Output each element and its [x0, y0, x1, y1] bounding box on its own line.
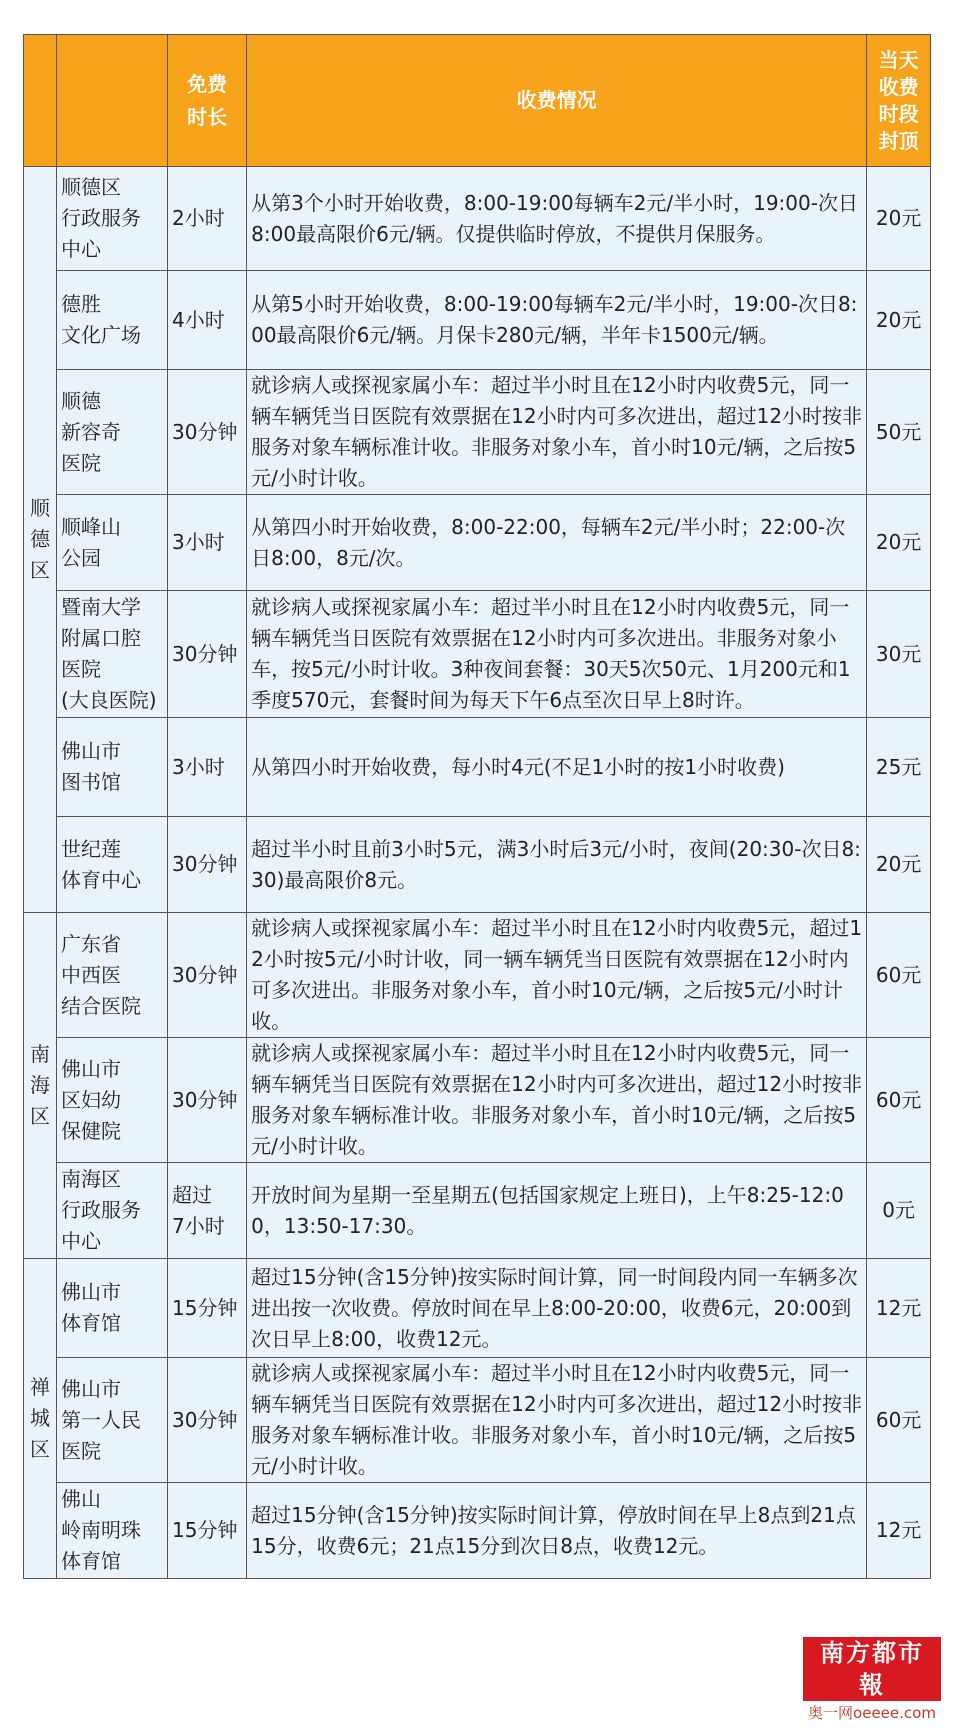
daily-cap-cell: 60元 — [867, 1358, 931, 1483]
location-cell: 顺德区 行政服务 中心 — [56, 167, 167, 271]
daily-cap-cell: 50元 — [867, 370, 931, 495]
charge-details-cell: 从第5小时开始收费，8:00-19:00每辆车2元/半小时，19:00-次日8:00最高限价6元/辆。月保卡280元/辆，半年卡1500元/辆。 — [247, 271, 867, 370]
table-row — [24, 591, 931, 718]
daily-cap-cell: 12元 — [867, 1259, 931, 1358]
daily-cap-cell: 12元 — [867, 1483, 931, 1579]
location-cell: 德胜 文化广场 — [56, 271, 167, 370]
charge-details-cell: 超过15分钟(含15分钟)按实际时间计算，停放时间在早上8点到21点15分，收费6元；21点15分到次日8点，收费12元。 — [247, 1483, 867, 1579]
table-row — [24, 817, 931, 913]
table-row — [24, 1358, 931, 1483]
free-duration-cell: 30分钟 — [168, 913, 247, 1038]
free-duration-cell: 30分钟 — [168, 370, 247, 495]
free-duration-cell: 4小时 — [168, 271, 247, 370]
location-cell: 广东省 中西医 结合医院 — [56, 913, 167, 1038]
charge-details-cell: 从第四小时开始收费，每小时4元(不足1小时的按1小时收费) — [247, 718, 867, 817]
table-row — [24, 1259, 931, 1358]
charge-details-cell: 从第3个小时开始收费，8:00-19:00每辆车2元/半小时，19:00-次日8:00最高限价6元/辆。仅提供临时停放，不提供月保服务。 — [247, 167, 867, 271]
district-cell: 禅 城 区 — [24, 1259, 57, 1579]
free-duration-cell: 3小时 — [168, 495, 247, 591]
charge-details-cell: 开放时间为星期一至星期五(包括国家规定上班日)，上午8:25-12:00，13:50-17:30。 — [247, 1163, 867, 1259]
free-duration-cell: 2小时 — [168, 167, 247, 271]
free-duration-cell: 15分钟 — [168, 1259, 247, 1358]
location-cell: 佛山市 区妇幼 保健院 — [56, 1038, 167, 1163]
daily-cap-cell: 0元 — [867, 1163, 931, 1259]
table-row — [24, 495, 931, 591]
district-cell: 南 海 区 — [24, 913, 57, 1259]
table-row — [24, 370, 931, 495]
table-row — [24, 913, 931, 1038]
charge-details-cell: 就诊病人或探视家属小车：超过半小时且在12小时内收费5元，超过12小时按5元/小时计收，同一辆车辆凭当日医院有效票据在12小时内可多次进出。非服务对象小车，首小时10元/辆，之后按5元/小时计收。 — [247, 913, 867, 1038]
location-cell: 顺峰山 公园 — [56, 495, 167, 591]
table-row — [24, 167, 931, 271]
table-header-row — [24, 35, 931, 167]
table-row — [24, 271, 931, 370]
daily-cap-cell: 20元 — [867, 167, 931, 271]
free-duration-cell: 30分钟 — [168, 1038, 247, 1163]
location-cell: 佛山 岭南明珠 体育馆 — [56, 1483, 167, 1579]
table-row — [24, 718, 931, 817]
charge-details-cell: 超过15分钟(含15分钟)按实际时间计算，同一时间段内同一车辆多次进出按一次收费。停放时间在早上8:00-20:00，收费6元，20:00到次日早上8:00，收费12元。 — [247, 1259, 867, 1358]
free-duration-cell: 30分钟 — [168, 817, 247, 913]
district-cell: 顺 德 区 — [24, 167, 57, 913]
header-location — [56, 35, 167, 167]
free-duration-cell: 30分钟 — [168, 591, 247, 718]
daily-cap-cell: 20元 — [867, 817, 931, 913]
location-cell: 佛山市 体育馆 — [56, 1259, 167, 1358]
newspaper-logo: 南方都市報 — [803, 1637, 941, 1701]
charge-details-cell: 就诊病人或探视家属小车：超过半小时且在12小时内收费5元，同一辆车辆凭当日医院有效票据在12小时内可多次进出。非服务对象小车，按5元/小时计收。3种夜间套餐：30天5次50元、1月200元和1季度570元，套餐时间为每天下午6点至次日早上8时许。 — [247, 591, 867, 718]
header-free-duration: 免费 时长 — [168, 35, 247, 167]
free-duration-cell: 15分钟 — [168, 1483, 247, 1579]
daily-cap-cell: 20元 — [867, 495, 931, 591]
charge-details-cell: 就诊病人或探视家属小车：超过半小时且在12小时内收费5元，同一辆车辆凭当日医院有效票据在12小时内可多次进出，超过12小时按非服务对象车辆标准计收。非服务对象小车，首小时10元/辆，之后按5元/小时计收。 — [247, 370, 867, 495]
daily-cap-cell: 20元 — [867, 271, 931, 370]
daily-cap-cell: 60元 — [867, 1038, 931, 1163]
table-row — [24, 1483, 931, 1579]
location-cell: 佛山市 第一人民 医院 — [56, 1358, 167, 1483]
charge-details-cell: 就诊病人或探视家属小车：超过半小时且在12小时内收费5元，同一辆车辆凭当日医院有效票据在12小时内可多次进出，超过12小时按非服务对象车辆标准计收。非服务对象小车，首小时10元/辆，之后按5元/小时计收。 — [247, 1358, 867, 1483]
site-name: 奥一网oeeee.com — [808, 1704, 936, 1722]
location-cell: 佛山市 图书馆 — [56, 718, 167, 817]
table-row — [24, 1038, 931, 1163]
free-duration-cell: 3小时 — [168, 718, 247, 817]
watermark — [803, 1637, 941, 1723]
table-row — [24, 1163, 931, 1259]
charge-details-cell: 超过半小时且前3小时5元，满3小时后3元/小时，夜间(20:30-次日8:30)最高限价8元。 — [247, 817, 867, 913]
location-cell: 世纪莲 体育中心 — [56, 817, 167, 913]
location-cell: 顺德 新容奇 医院 — [56, 370, 167, 495]
daily-cap-cell: 30元 — [867, 591, 931, 718]
free-duration-cell: 30分钟 — [168, 1358, 247, 1483]
header-daily-cap: 当天 收费 时段 封顶 — [867, 35, 931, 167]
location-cell: 南海区 行政服务 中心 — [56, 1163, 167, 1259]
daily-cap-cell: 25元 — [867, 718, 931, 817]
header-district — [24, 35, 57, 167]
table-body — [24, 167, 931, 1579]
free-duration-cell: 超过 7小时 — [168, 1163, 247, 1259]
header-charge-details: 收费情况 — [247, 35, 867, 167]
charge-details-cell: 就诊病人或探视家属小车：超过半小时且在12小时内收费5元，同一辆车辆凭当日医院有效票据在12小时内可多次进出，超过12小时按非服务对象车辆标准计收。非服务对象小车，首小时10元/辆，之后按5元/小时计收。 — [247, 1038, 867, 1163]
charge-details-cell: 从第四小时开始收费，8:00-22:00，每辆车2元/半小时；22:00-次日8:00，8元/次。 — [247, 495, 867, 591]
location-cell: 暨南大学 附属口腔 医院 (大良医院) — [56, 591, 167, 718]
parking-fee-table — [23, 34, 931, 1579]
daily-cap-cell: 60元 — [867, 913, 931, 1038]
